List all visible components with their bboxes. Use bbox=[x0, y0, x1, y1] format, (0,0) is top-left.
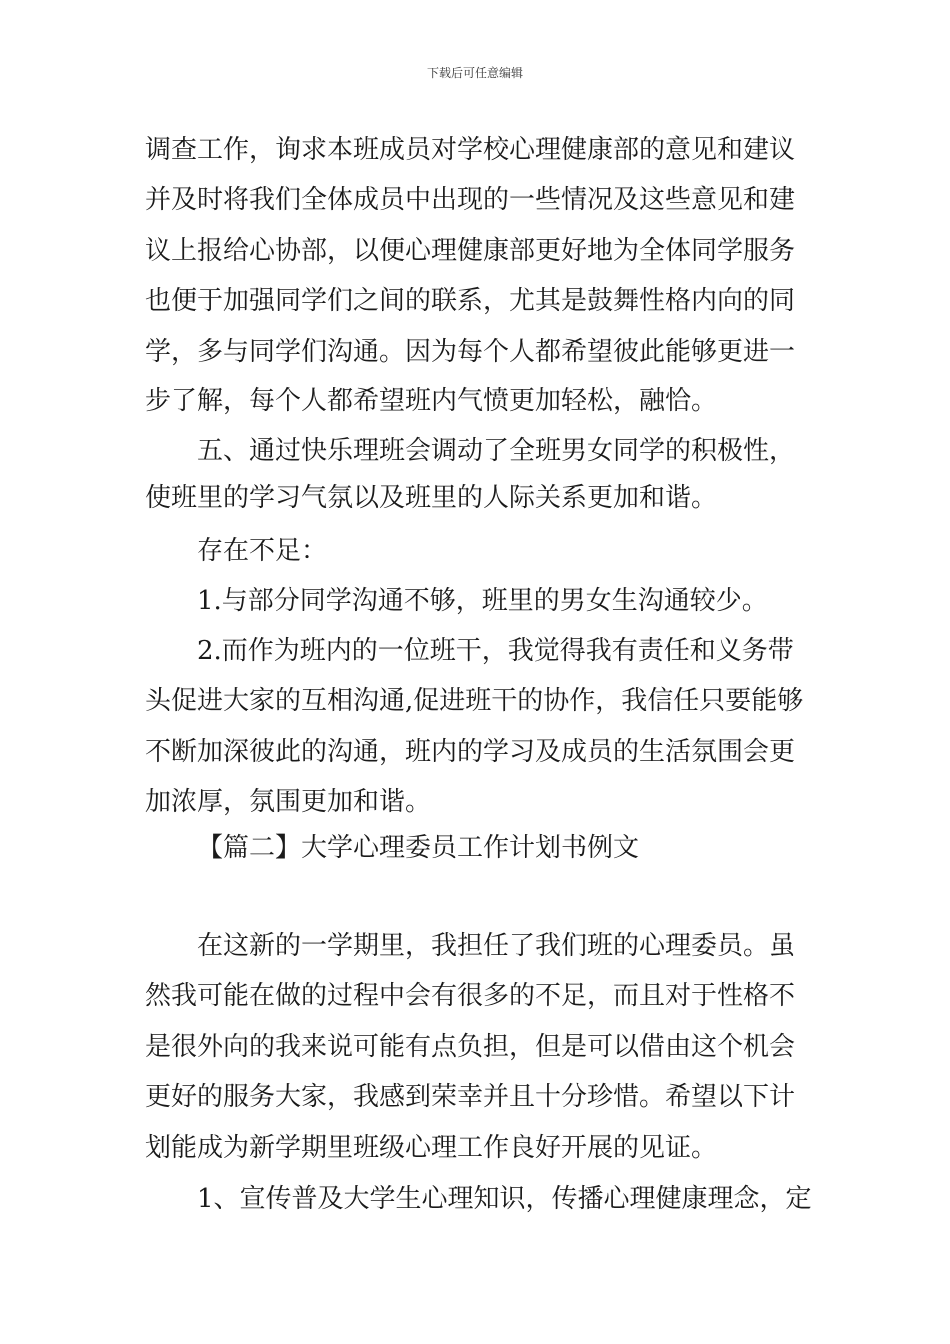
text-line: 划能成为新学期里班级心理工作良好开展的见证。 bbox=[145, 1133, 718, 1163]
text-line: 也便于加强同学们之间的联系，尤其是鼓舞性格内向的同 bbox=[145, 286, 796, 316]
text-line: 调查工作，询求本班成员对学校心理健康部的意见和建议 bbox=[145, 135, 796, 165]
text-line: 是很外向的我来说可能有点负担，但是可以借由这个机会 bbox=[145, 1032, 796, 1062]
text-line: 头促进大家的互相沟通,促进班干的协作，我信任只要能够 bbox=[145, 686, 804, 716]
list-item: 1、宣传普及大学生心理知识，传播心理健康理念，定 bbox=[197, 1184, 812, 1214]
page-header: 下载后可任意编辑 bbox=[426, 66, 523, 80]
text-line: 然我可能在做的过程中会有很多的不足，而且对于性格不 bbox=[145, 981, 796, 1011]
section-heading: 【篇二】大学心理委员工作计划书例文 bbox=[197, 833, 640, 863]
text-line: 不断加深彼此的沟通，班内的学习及成员的生活氛围会更 bbox=[145, 737, 796, 767]
section-label: 存在不足： bbox=[197, 536, 328, 566]
text-line: 更好的服务大家，我感到荣幸并且十分珍惜。希望以下计 bbox=[145, 1082, 796, 1112]
text-line: 并及时将我们全体成员中出现的一些情况及这些意见和建 bbox=[145, 185, 796, 215]
paragraph-start-line: 在这新的一学期里，我担任了我们班的心理委员。虽 bbox=[197, 931, 796, 961]
text-line: 使班里的学习气氛以及班里的人际关系更加和谐。 bbox=[145, 483, 718, 513]
text-line: 加浓厚，氛围更加和谐。 bbox=[145, 787, 432, 817]
list-item: 1.与部分同学沟通不够，班里的男女生沟通较少。 bbox=[197, 586, 768, 616]
list-item: 2.而作为班内的一位班干，我觉得我有责任和义务带 bbox=[197, 636, 794, 666]
text-line: 议上报给心协部，以便心理健康部更好地为全体同学服务 bbox=[145, 236, 796, 266]
text-line: 学，多与同学们沟通。因为每个人都希望彼此能够更进一 bbox=[145, 337, 796, 367]
paragraph-start-line: 五、通过快乐理班会调动了全班男女同学的积极性， bbox=[197, 436, 796, 466]
text-line: 步了解，每个人都希望班内气愤更加轻松，融恰。 bbox=[145, 386, 718, 416]
